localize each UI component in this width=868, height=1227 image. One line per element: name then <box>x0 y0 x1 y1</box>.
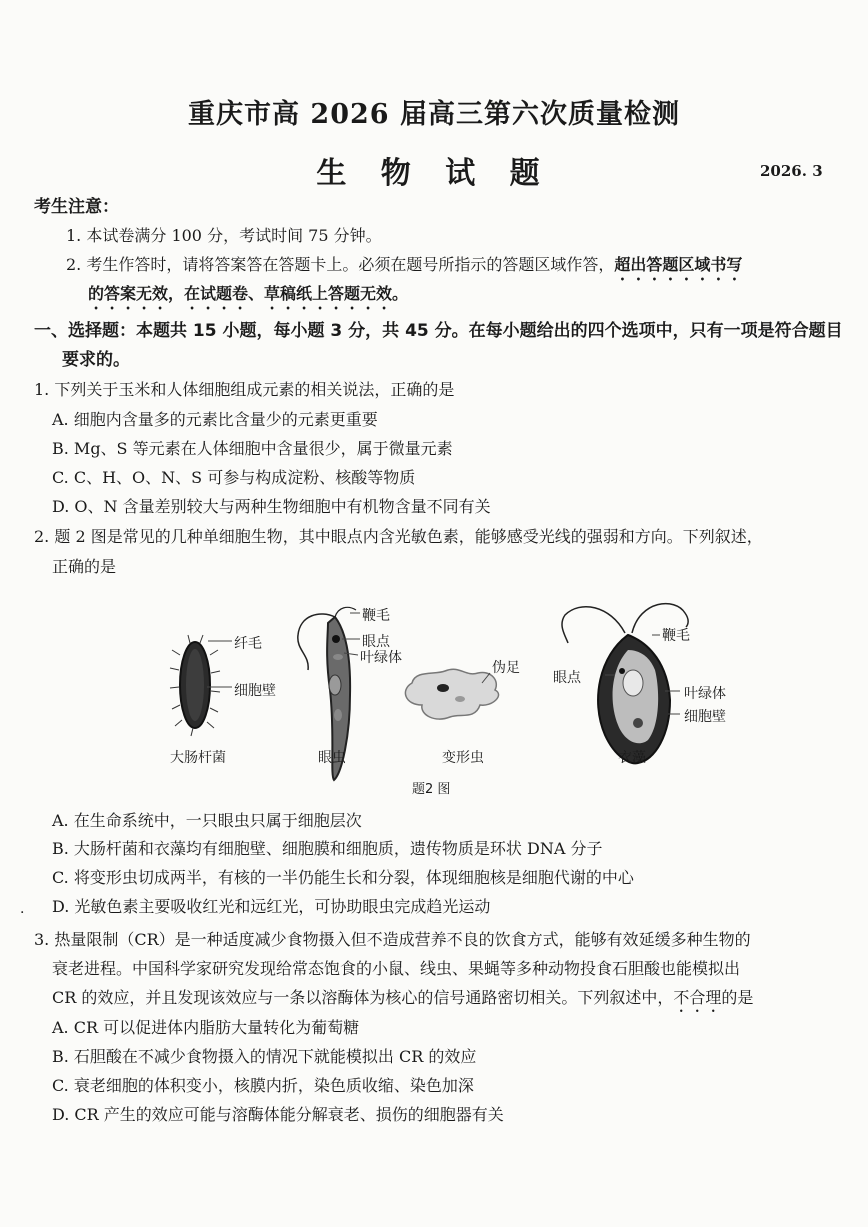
notice-item-2-end: 。 <box>392 284 409 303</box>
name-euglena: 眼虫 <box>318 750 346 766</box>
exam-date: 2026. 3 <box>760 162 823 180</box>
q3-option-c: C. 衰老细胞的体积变小，核膜内折，染色质收缩、染色加深 <box>52 1076 474 1095</box>
q3-stem-line-1: 3. 热量限制（CR）是一种适度减少食物摄入但不造成营养不良的饮食方式，能够有效延缓多种生物的 <box>34 930 751 949</box>
q3-option-a: A. CR 可以促进体内脂肪大量转化为葡萄糖 <box>52 1018 360 1037</box>
q3-stem-line-3-text: CR 的效应，并且发现该效应与一条以溶酶体为核心的信号通路密切相关。下列叙述中， <box>52 988 674 1007</box>
q1-stem: 1. 下列关于玉米和人体细胞组成元素的相关说法，正确的是 <box>34 380 455 399</box>
notice-item-2-text: 2. 考生作答时，请将答案答在答题卡上。必须在题号所指示的答题区域作答， <box>66 255 615 274</box>
name-chlamydomonas: 衣藻 <box>618 750 646 766</box>
subject-title: 生 物 试 题 <box>316 156 552 191</box>
notice-item-2-emphasis: 超出答题区域书写 <box>614 255 743 274</box>
q3-stem-line-3-end: 的是 <box>721 988 754 1007</box>
q2-option-b: B. 大肠杆菌和衣藻均有细胞壁、细胞膜和细胞质，遗传物质是环状 DNA 分子 <box>52 839 603 858</box>
q3-option-b: B. 石胆酸在不减少食物摄入的情况下就能模拟出 CR 的效应 <box>52 1047 477 1066</box>
ecoli-illustration <box>170 635 232 736</box>
label-cell-wall-chlamydomonas: 细胞壁 <box>684 709 726 725</box>
q2-option-d: D. 光敏色素主要吸收红光和远红光，可协助眼虫完成趋光运动 <box>52 897 491 916</box>
q1-option-b: B. Mg、S 等元素在人体细胞中含量很少，属于微量元素 <box>52 439 453 458</box>
label-eyespot-euglena: 眼点 <box>362 634 390 650</box>
label-chloroplast-euglena: 叶绿体 <box>360 650 402 666</box>
name-amoeba: 变形虫 <box>442 750 484 766</box>
notice-item-2-line-1 <box>66 254 742 284</box>
exam-title: 重庆市高 2026 届高三第六次质量检测 <box>188 99 680 130</box>
figure-single-cell-organisms <box>160 595 740 800</box>
section-1-line-1: 一、选择题：本题共 15 小题，每小题 3 分，共 45 分。在每小题给出的四个选项中，只有一项是符合题目 <box>34 321 843 341</box>
margin-mark: · <box>20 905 25 921</box>
q3-stem-line-3 <box>52 987 753 1016</box>
q2-stem-line-1: 2. 题 2 图是常见的几种单细胞生物，其中眼点内含光敏色素，能够感受光线的强弱和方向。下列叙述， <box>34 527 763 546</box>
label-eyespot-chlamydomonas: 眼点 <box>553 670 581 686</box>
q3-emphasis: 不合理 <box>673 988 722 1007</box>
q1-option-c: C. C、H、O、N、S 可参与构成淀粉、核酸等物质 <box>52 468 416 487</box>
q3-option-d: D. CR 产生的效应可能与溶酶体能分解衰老、损伤的细胞器有关 <box>52 1105 504 1124</box>
label-flagellum-euglena: 鞭毛 <box>362 608 390 624</box>
figure-caption: 题2 图 <box>412 782 451 797</box>
q1-option-d: D. O、N 含量差别较大与两种生物细胞中有机物含量不同有关 <box>52 497 491 516</box>
label-chloroplast-chlamydomonas: 叶绿体 <box>684 686 726 702</box>
q1-option-a: A. 细胞内含量多的元素比含量少的元素更重要 <box>52 410 378 429</box>
q3-stem-line-2: 衰老进程。中国科学家研究发现给常态饱食的小鼠、线虫、果蝇等多种动物投食石胆酸也能模拟出 <box>52 959 741 978</box>
label-pseudopod: 伪足 <box>492 660 520 676</box>
section-1-line-2: 要求的。 <box>62 350 130 370</box>
notice-heading: 考生注意： <box>34 197 119 217</box>
notice-item-1: 1. 本试卷满分 100 分，考试时间 75 分钟。 <box>66 226 382 245</box>
name-ecoli: 大肠杆菌 <box>170 750 226 766</box>
label-cilia: 纤毛 <box>234 636 262 652</box>
q2-option-a: A. 在生命系统中，一只眼虫只属于细胞层次 <box>52 811 362 830</box>
label-flagellum-chlamydomonas: 鞭毛 <box>662 628 690 644</box>
amoeba-illustration <box>405 669 498 719</box>
notice-item-2-emphasis-cont: 的答案无效，在试题卷、草稿纸上答题无效 <box>88 284 393 303</box>
q2-stem-line-2: 正确的是 <box>52 557 117 576</box>
notice-item-2-line-2 <box>88 283 408 313</box>
q2-option-c: C. 将变形虫切成两半，有核的一半仍能生长和分裂，体现细胞核是细胞代谢的中心 <box>52 868 634 887</box>
label-cell-wall-ecoli: 细胞壁 <box>234 683 276 699</box>
